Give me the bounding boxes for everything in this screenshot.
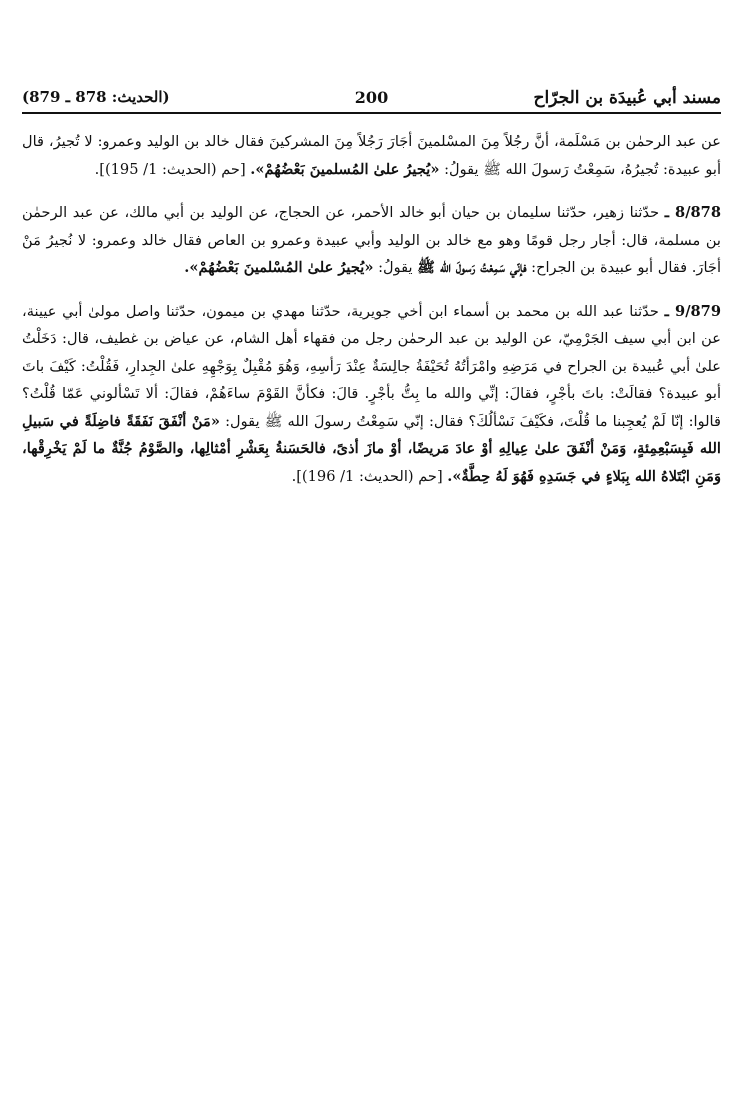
para-3-quote: «مَنْ أنْفَقَ نَفَقَةً فاضِلَةً في سَبيلِ الله فَبِسَبْعِمِئةٍ، وَمَنْ أنْفَقَ علىٰ عِيالِهِ أوْ عادَ مَريضًا، أوْ مازَ أذىً، فالحَسَنةُ بِعَشْرِ أمْثالِها، والصَّوْمُ جُنَّةٌ ما لَمْ يَخْرِقْها، وَمَنِ ابْتَلاهُ الله بِبَلاءٍ في جَسَدِهِ فَهُوَ لَهُ حِطَّةٌ». [22, 412, 721, 485]
hadith-number-879: 9/879 ـ [664, 302, 721, 320]
para-2-mid: يقولُ: [373, 259, 418, 276]
para-2-text: حدّثنا زهير، حدّثنا سليمان بن حيان أبو خالد الأحمر، عن الحجاج، عن الوليد بن أبي مالك، عن عبد الرحمٰن بن مسلمة، قال: أجار رجل قومًا وهو مع خالد بن الوليد وأبي عبيدة وعمرو بن العاص فقال خالد وعمرو: لا نُجيرُ مَنْ أجَارَ. فقال أبو عبيدة بن الجراح: [22, 204, 721, 276]
para-1-citation: [حم (الحديث: 1/ 195)]. [94, 160, 251, 178]
para-2-quote: «يُجيرُ علىٰ المُسْلمينَ بَعْضُهُمْ». [184, 259, 374, 276]
header-rule [22, 112, 721, 114]
para-2-quote-lead: فإنّي سَمِعْتُ رَسولَ الله ﷺ [417, 259, 527, 276]
paragraph-1 [22, 128, 721, 183]
hadith-range: (الحديث: 878 ـ 879) [22, 88, 170, 106]
page-number: 200 [354, 88, 389, 107]
page-header [22, 78, 721, 112]
paragraph-3 [22, 298, 721, 491]
para-3-citation: [حم (الحديث: 1/ 196)]. [291, 467, 448, 485]
para-1-text: عن عبد الرحمٰن بن مَسْلَمة، أنَّ رجُلاً مِنَ المسْلمينَ أجَارَ رَجُلاً مِنَ المشركينَ فقال خالد بن الوليد وعمرو: لا تُجيرُ، قال أبو عبيدة: تُجيرُهُ، سَمِعْتُ رَسولَ الله ﷺ يقولُ: [22, 133, 721, 178]
para-1-quote: «يُجيرُ علىٰ المُسلمينَ بَعْضُهُمْ». [250, 160, 440, 178]
book-title: مسند أبي عُبيدَة بن الجرّاح [533, 88, 721, 108]
hadith-number-878: 8/878 ـ [664, 204, 721, 221]
paragraph-2 [22, 199, 721, 282]
para-3-text: حدّثنا عبد الله بن محمد بن أسماء ابن أخي جويرية، حدّثنا مهدي بن ميمون، حدّثنا واصل مولىٰ أبي عيينة، عن ابن أبي سيف الجَرْمِيّ، عن الوليد بن عبد الرحمٰن رجل من فقهاء أهل الشام، عن عياض بن غطيف، قال: دَخَلْتُ علىٰ أبي عُبيدة بن الجراح في مَرَضِهِ وامْرَأتُهُ تُحَيْفَةُ جالِسَةٌ عِنْدَ رَأسِهِ، وَهُوَ مُقْبِلٌ بِوَجْهِهِ علىٰ الجِدارِ، فَقُلْتُ: كَيْفَ باتَ أبو عبيدة؟ فقالَتْ: باتَ بأجْرٍ، فقالَ: إنِّي والله ما بِتُّ بأجْرٍ. قالَ: فكأنَّ القَوْمَ ساءَهُمْ، فقالَ: ألا تَسْألوني عَمّا قُلْتُ؟ قالوا: إنّا لَمْ يُعجِبنا ما قُلْتَ، فكَيْفَ نَسْألُكَ؟ فقال: إنّي سَمِعْتُ رسولَ الله ﷺ يقول: [22, 302, 721, 430]
page-body [22, 128, 721, 490]
